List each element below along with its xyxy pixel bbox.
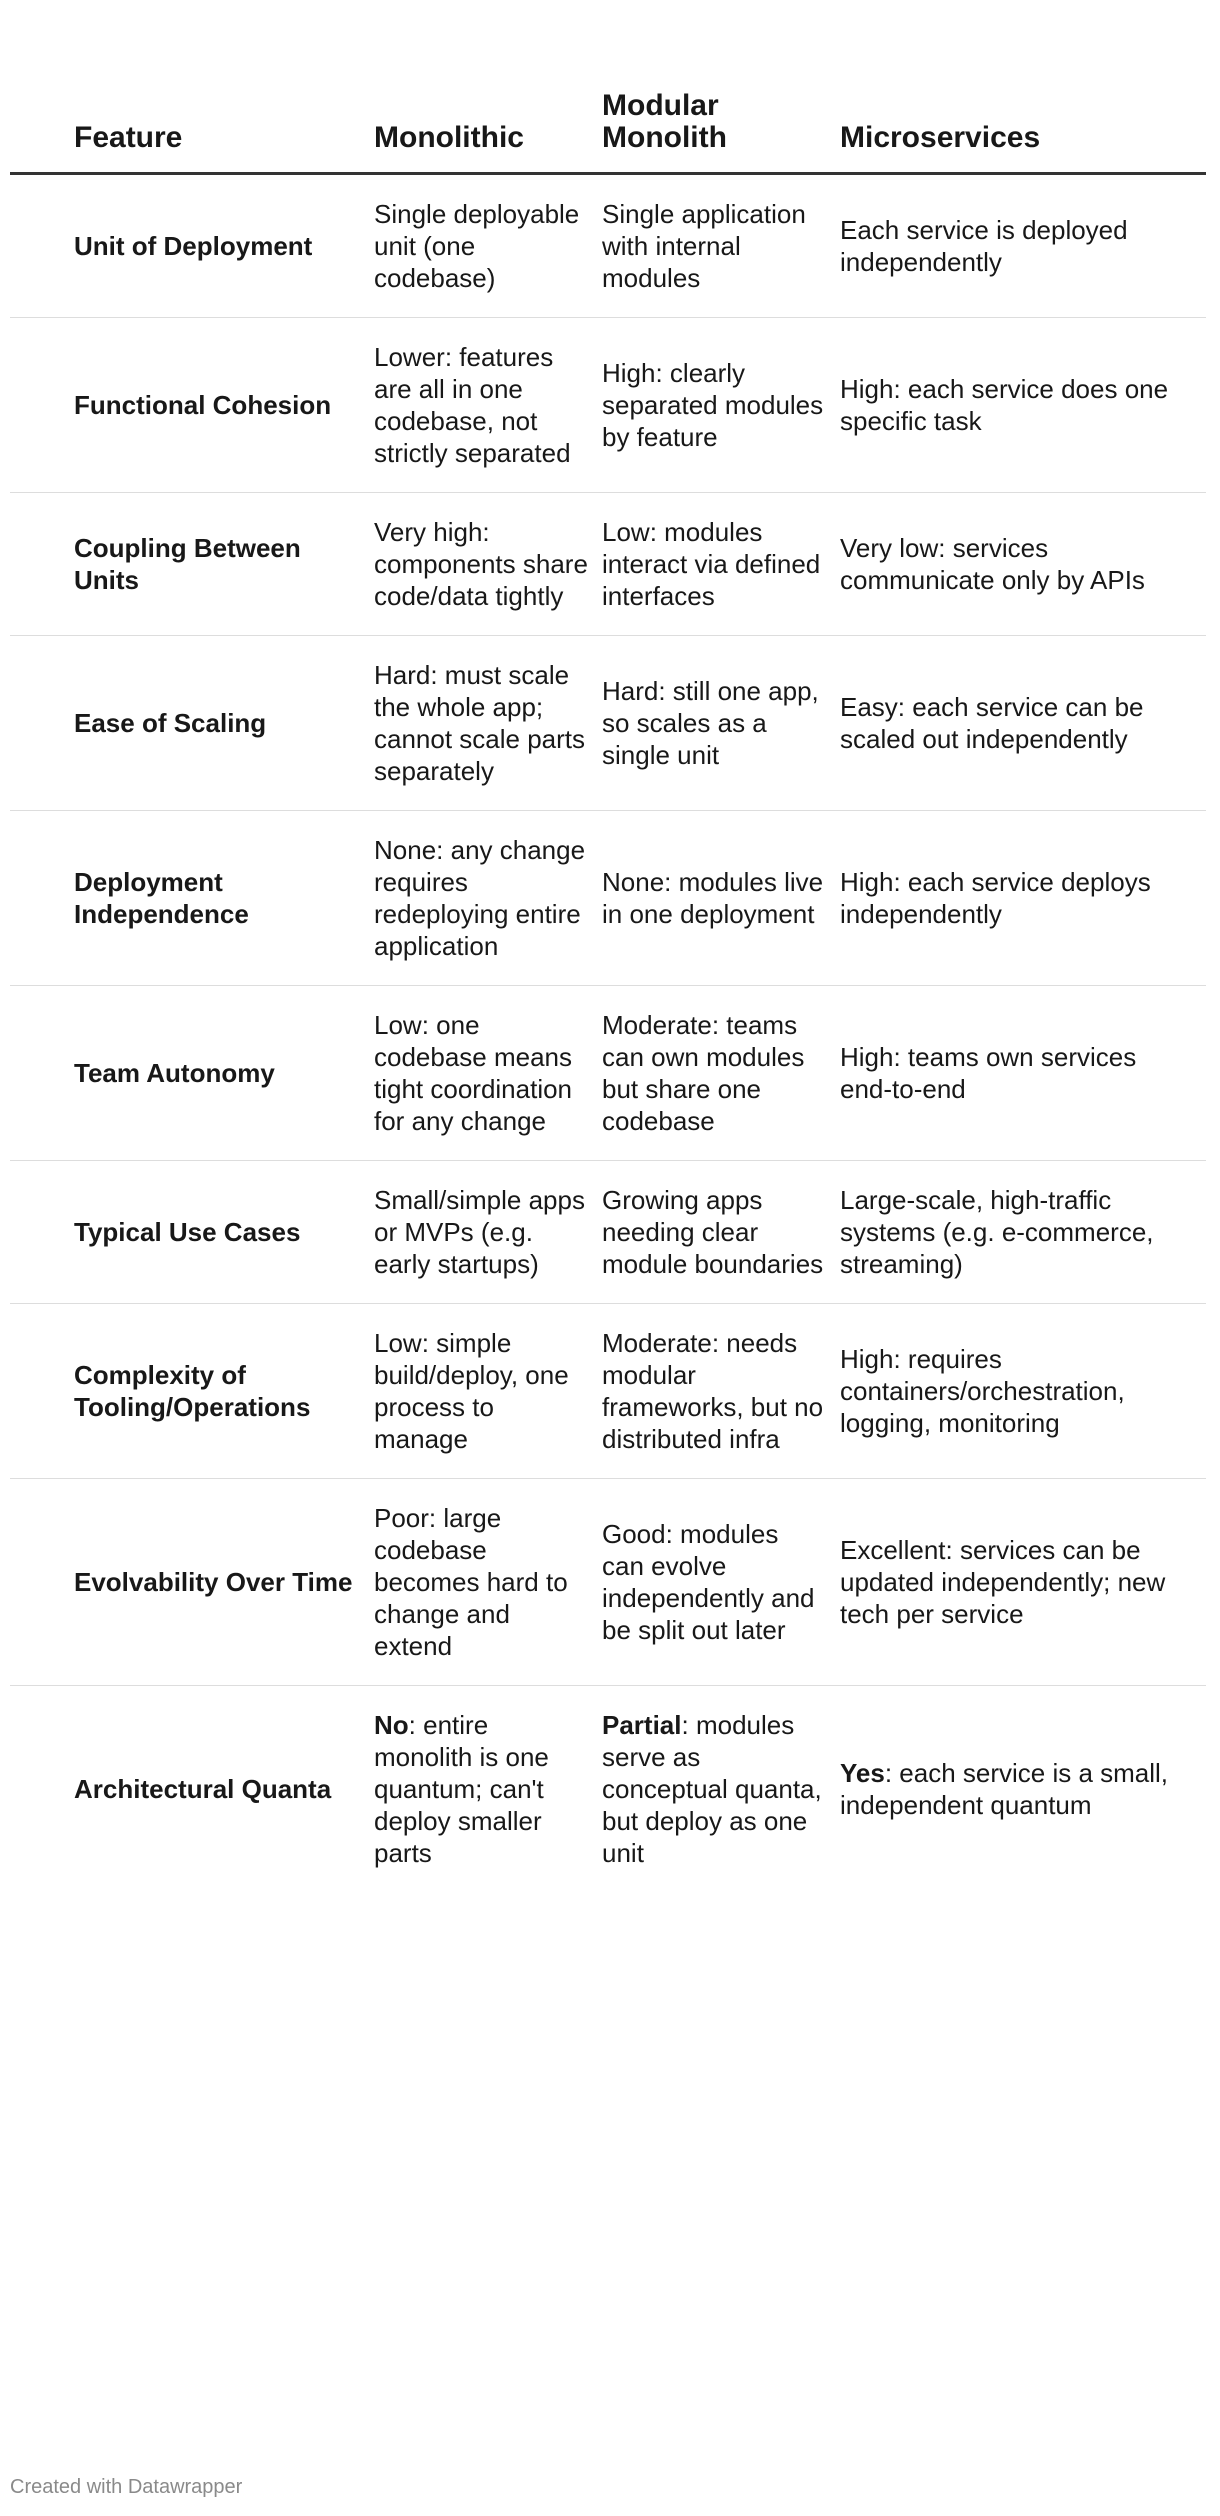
header-microservices: Microservices (840, 121, 1041, 154)
row-monolithic: Low: simple build/deploy, one process to manage (374, 1328, 569, 1454)
row-monolithic (374, 1686, 602, 1892)
row-feature: Functional Cohesion (74, 390, 332, 420)
header-modular-monolith: Modular Monolith (602, 89, 727, 154)
modular-detail: : modules serve as conceptual quanta, but deploy as one unit (602, 1710, 822, 1868)
row-microservices: Excellent: services can be updated independently; new tech per service (840, 1535, 1166, 1629)
row-feature: Architectural Quanta (74, 1774, 332, 1804)
datawrapper-credit: Created with Datawrapper (10, 2476, 243, 2498)
modular-verdict: Partial (602, 1710, 682, 1740)
row-monolithic: Very high: components share code/data tightly (374, 517, 588, 611)
row-monolithic: Single deployable unit (one codebase) (374, 199, 580, 293)
table-row (10, 1686, 1206, 1892)
table-row (10, 1161, 1206, 1304)
row-feature: Coupling Between Units (74, 533, 301, 595)
row-modular (602, 1686, 840, 1892)
row-microservices: High: teams own services end-to-end (840, 1042, 1137, 1104)
row-microservices: High: requires containers/orchestration, logging, monitoring (840, 1344, 1125, 1438)
header-monolithic: Monolithic (374, 121, 524, 154)
row-microservices: Large-scale, high-traffic systems (e.g. e-commerce, streaming) (840, 1185, 1154, 1279)
row-feature: Typical Use Cases (74, 1217, 301, 1247)
row-modular: Low: modules interact via defined interfaces (602, 517, 821, 611)
table-row (10, 1304, 1206, 1479)
table-row (10, 1479, 1206, 1686)
table-row (10, 811, 1206, 986)
row-microservices: High: each service does one specific task (840, 374, 1169, 436)
row-microservices: Each service is deployed independently (840, 215, 1128, 277)
row-feature: Team Autonomy (74, 1058, 275, 1088)
row-monolithic: Low: one codebase means tight coordination for any change (374, 1010, 573, 1136)
monolithic-detail: : entire monolith is one quantum; can't deploy smaller parts (374, 1710, 549, 1868)
table-row (10, 986, 1206, 1161)
row-modular: Single application with internal modules (602, 199, 806, 293)
header-feature: Feature (74, 121, 183, 154)
row-monolithic: Poor: large codebase becomes hard to change and extend (374, 1503, 568, 1661)
row-modular: Hard: still one app, so scales as a single unit (602, 676, 819, 770)
row-modular: None: modules live in one deployment (602, 867, 824, 929)
row-feature: Ease of Scaling (74, 708, 267, 738)
row-monolithic: Small/simple apps or MVPs (e.g. early startups) (374, 1185, 585, 1279)
row-microservices: Very low: services communicate only by APIs (840, 533, 1145, 595)
row-microservices (840, 1734, 1206, 1844)
microservices-verdict: Yes (840, 1758, 885, 1788)
row-microservices: High: each service deploys independently (840, 867, 1151, 929)
comparison-table (10, 80, 1206, 1892)
row-modular: Moderate: teams can own modules but share one codebase (602, 1010, 805, 1136)
row-monolithic: Lower: features are all in one codebase, not strictly separated (374, 342, 571, 468)
table-row (10, 318, 1206, 493)
row-feature: Deployment Independence (74, 867, 249, 929)
row-feature: Complexity of Tooling/Operations (74, 1360, 311, 1422)
row-modular: Good: modules can evolve independently and be split out later (602, 1519, 815, 1645)
table-row (10, 493, 1206, 636)
row-feature: Evolvability Over Time (74, 1567, 353, 1597)
row-monolithic: Hard: must scale the whole app; cannot scale parts separately (374, 660, 586, 786)
row-modular: High: clearly separated modules by feature (602, 358, 824, 452)
row-monolithic: None: any change requires redeploying entire application (374, 835, 586, 961)
table-body (10, 175, 1206, 1686)
row-modular: Growing apps needing clear module boundaries (602, 1185, 824, 1279)
table-header-row (10, 80, 1206, 175)
table-row (10, 636, 1206, 811)
microservices-detail: : each service is a small, independent quantum (840, 1758, 1169, 1820)
row-feature: Unit of Deployment (74, 231, 313, 261)
table-row (10, 175, 1206, 318)
row-modular: Moderate: needs modular frameworks, but no distributed infra (602, 1328, 824, 1454)
row-microservices: Easy: each service can be scaled out independently (840, 692, 1144, 754)
monolithic-verdict: No (374, 1710, 409, 1740)
